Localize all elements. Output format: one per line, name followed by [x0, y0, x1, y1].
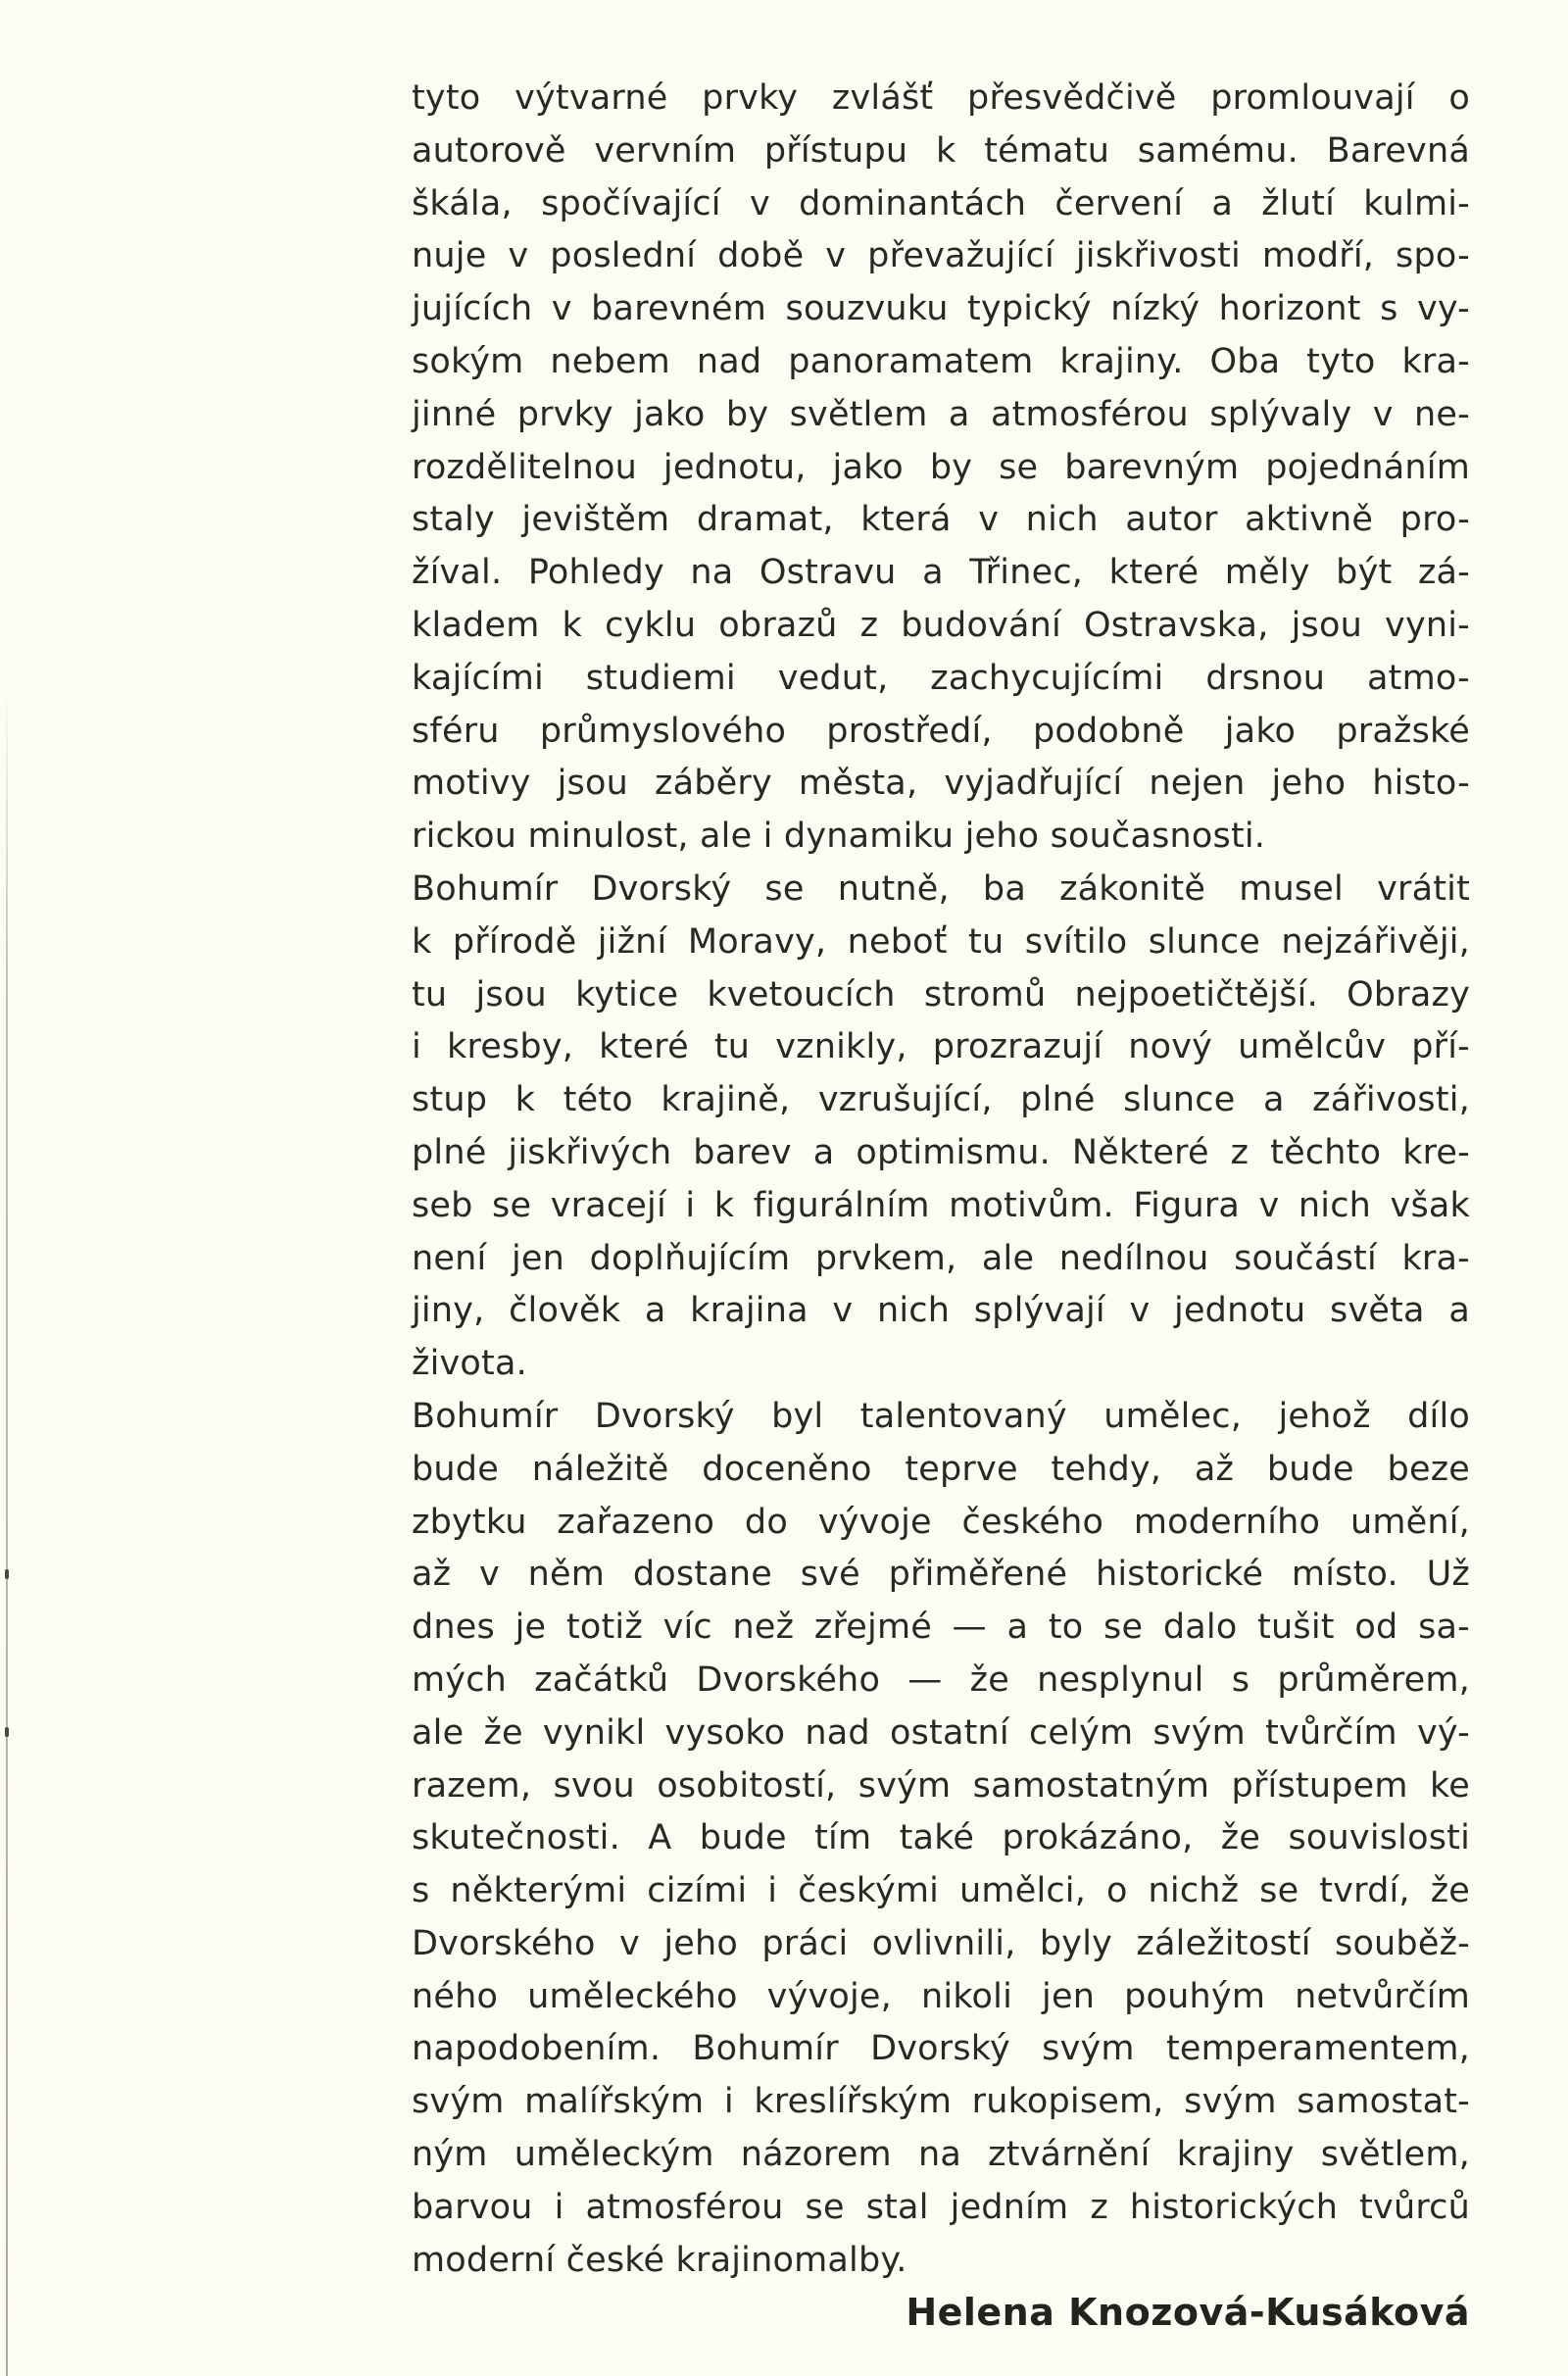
text-line: škála, spočívající v dominantách červení a žlutí kulmi- [412, 183, 1470, 223]
text-line: mých začátků Dvorského — že nesplynul s průměrem, [412, 1659, 1470, 1700]
text-line: žíval. Pohledy na Ostravu a Třinec, které měly být zá- [412, 553, 1470, 593]
text-line: seb se vracejí i k figurálním motivům. Figura v nich však [412, 1185, 1470, 1225]
text-line: dnes je totiž víc než zřejmé — a to se dalo tušit od sa- [412, 1608, 1470, 1648]
article-body [412, 73, 1470, 2340]
text-line: i kresby, které tu vznikly, prozrazují nový umělcův pří- [412, 1027, 1470, 1067]
text-line: jiny, člověk a krajina v nich splývají v jednotu světa a [412, 1291, 1470, 1331]
text-line: Bohumír Dvorský byl talentovaný umělec, jehož dílo [412, 1396, 1470, 1436]
text-line: napodobením. Bohumír Dvorský svým temperamentem, [412, 2029, 1470, 2069]
text-line: motivy jsou záběry města, vyjadřující nejen jeho histo- [412, 764, 1470, 804]
paragraph-2 [412, 864, 1470, 1391]
text-line: tyto výtvarné prvky zvlášť přesvědčivě promlouvají o [412, 78, 1470, 118]
text-line: rozdělitelnou jednotu, jako by se barevným pojednáním [412, 447, 1470, 487]
text-line: tu jsou kytice kvetoucích stromů nejpoetičtější. Obrazy [412, 974, 1470, 1015]
author-signature: Helena Knozová-Kusáková [906, 2291, 1470, 2335]
text-line: Bohumír Dvorský se nutně, ba zákonitě musel vrátit [412, 868, 1470, 909]
paragraph-3 [412, 1391, 1470, 2288]
text-line: staly jevištěm dramat, která v nich autor aktivně pro- [412, 500, 1470, 540]
scan-speck [5, 1569, 9, 1579]
text-line: sféru průmyslového prostředí, podobně jako pražské [412, 711, 1470, 751]
paragraph-1 [412, 73, 1470, 864]
text-line: rickou minulost, ale i dynamiku jeho současnosti. [412, 817, 1266, 857]
text-line: není jen doplňujícím prvkem, ale nedílnou součástí kra- [412, 1238, 1470, 1278]
text-line: ale že vynikl vysoko nad ostatní celým svým tvůrčím vý- [412, 1712, 1470, 1753]
text-line: života. [412, 1344, 527, 1384]
text-line: razem, svou osobitostí, svým samostatným přístupem ke [412, 1765, 1470, 1806]
text-line: ným uměleckým názorem na ztvárnění krajiny světlem, [412, 2135, 1470, 2175]
text-line: skutečnosti. A bude tím také prokázáno, že souvislosti [412, 1818, 1470, 1858]
text-line: barvou i atmosférou se stal jedním z historických tvůrců [412, 2187, 1470, 2227]
text-line: kajícími studiemi vedut, zachycujícími drsnou atmo- [412, 658, 1470, 698]
text-line: bude náležitě doceněno teprve tehdy, až bude beze [412, 1449, 1470, 1489]
text-line: zbytku zařazeno do vývoje českého moderního umění, [412, 1502, 1470, 1542]
text-line: s některými cizími i českými umělci, o nichž se tvrdí, že [412, 1871, 1470, 1911]
text-line: jujících v barevném souzvuku typický nízký horizont s vy- [412, 289, 1470, 329]
text-line: sokým nebem nad panoramatem krajiny. Oba tyto kra- [412, 341, 1470, 381]
text-line: kladem k cyklu obrazů z budování Ostravska, jsou vyni- [412, 605, 1470, 645]
text-line: jinné prvky jako by světlem a atmosférou splývaly v ne- [412, 394, 1470, 434]
text-line: moderní české krajinomalby. [412, 2240, 907, 2280]
text-line: nuje v poslední době v převažující jiskřivosti modří, spo- [412, 236, 1470, 276]
text-line: až v něm dostane své přiměřené historické místo. Už [412, 1555, 1470, 1595]
scan-speck [5, 1727, 9, 1737]
text-line: Dvorského v jeho práci ovlivnili, byly záležitostí souběž- [412, 1923, 1470, 1963]
text-line: ného uměleckého vývoje, nikoli jen pouhým netvůrčím [412, 1976, 1470, 2016]
text-line: autorově vervním přístupu k tématu samému. Barevná [412, 130, 1470, 171]
text-line: plné jiskřivých barev a optimismu. Některé z těchto kre- [412, 1132, 1470, 1172]
text-line: svým malířským i kreslířským rukopisem, svým samostat- [412, 2082, 1470, 2122]
text-line: k přírodě jižní Moravy, neboť tu svítilo slunce nejzářivěji, [412, 921, 1470, 962]
text-line: stup k této krajině, vzrušující, plné slunce a zářivosti, [412, 1080, 1470, 1120]
page-binding-edge [6, 686, 8, 2376]
